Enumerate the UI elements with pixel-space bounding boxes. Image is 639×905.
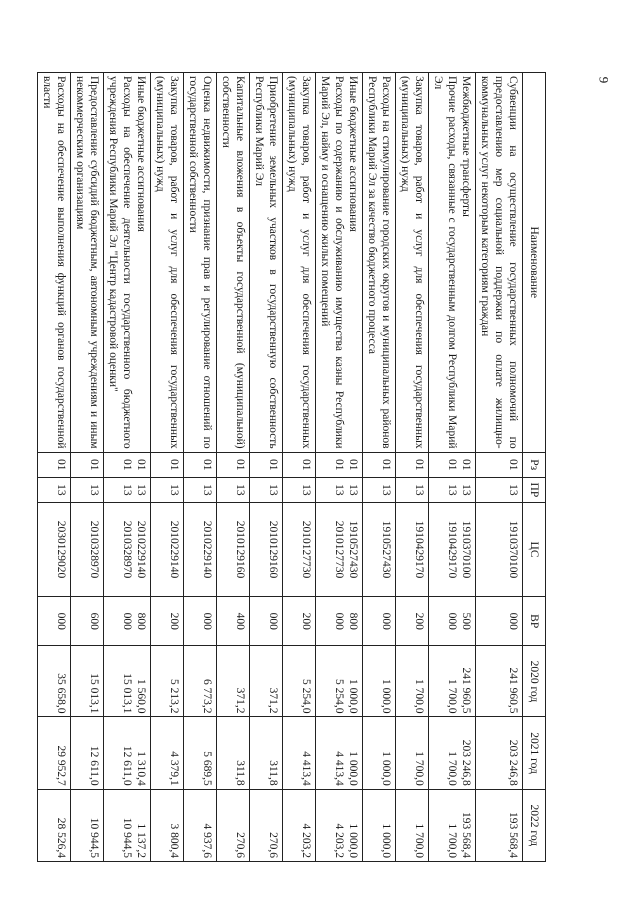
cell-2020: [476, 646, 523, 717]
header-2021: 2021 год: [523, 717, 546, 789]
cell-rz-text: 01: [446, 458, 458, 471]
cell-2022-text: 193 568,4: [507, 812, 519, 858]
cell-2022: [429, 789, 476, 861]
rotated-page-content: [41, 72, 546, 862]
table-row: [476, 73, 523, 862]
cell-2021-text: 4 379,1: [168, 751, 180, 786]
cell-2020-text: 1 000,0: [380, 678, 392, 714]
cell-name: [38, 73, 71, 453]
cell-pr-text: 13: [267, 484, 279, 496]
cell-2021-text: 5 689,5: [201, 751, 213, 786]
header-rz: Рз: [523, 452, 546, 477]
cell-vr-text: 800: [135, 612, 147, 630]
header-pr: ПР: [523, 477, 546, 502]
cell-2021-text: 4 413,4: [300, 751, 312, 786]
cell-cs-text: 2010328970: [121, 520, 133, 579]
cell-vr: [71, 597, 104, 646]
cell-2022-text: 4 203,2: [333, 823, 345, 858]
cell-2022-text: 28 526,4: [55, 817, 67, 858]
cell-cs-text: 1910527430: [347, 520, 359, 579]
cell-2022: [217, 789, 250, 861]
cell-name-text: Приобретение земельных участков в государственную собственность Республики Марий Эл: [253, 76, 279, 449]
cell-rz-text: 01: [135, 458, 147, 471]
cell-vr-text: 200: [300, 612, 312, 630]
cell-pr: [250, 477, 283, 502]
cell-2021: [316, 717, 363, 789]
cell-2022-text: 10 944,5: [88, 817, 100, 858]
cell-pr-text: 13: [300, 484, 312, 496]
cell-2021: [476, 717, 523, 789]
cell-name-text: Расходы на обеспечение выполнения функций органов государственной власти: [41, 76, 67, 449]
cell-2021-text: 29 952,7: [55, 745, 67, 786]
cell-cs-text: 2010328970: [88, 520, 100, 579]
cell-pr: [71, 477, 104, 502]
header-2022: 2022 год: [523, 789, 546, 861]
cell-vr-text: 000: [380, 612, 392, 630]
cell-2021: [363, 717, 396, 789]
cell-name-text: Предоставление субсидий бюджетным, автономным учреждениям и иным некоммерческим организациям: [74, 76, 100, 449]
cell-2022: [283, 789, 316, 861]
cell-vr: [217, 597, 250, 646]
cell-2020: [151, 646, 184, 717]
cell-pr-text: 13: [333, 484, 345, 496]
cell-pr-text: 13: [135, 484, 147, 496]
cell-rz-text: 01: [121, 458, 133, 471]
cell-2022: [316, 789, 363, 861]
cell-cs-text: 2010127730: [300, 520, 312, 579]
cell-pr: [363, 477, 396, 502]
cell-rz-text: 01: [413, 458, 425, 471]
cell-2020-text: 5 254,0: [333, 678, 345, 714]
cell-name: [476, 73, 523, 453]
cell-2022-text: 193 568,4: [460, 812, 472, 858]
cell-2020-text: 15 013,1: [121, 673, 133, 714]
cell-vr-text: 200: [168, 612, 180, 630]
cell-2020-text: 1 700,0: [446, 678, 458, 714]
cell-2022: [71, 789, 104, 861]
cell-name: [151, 73, 184, 453]
cell-name-text: Закупка товаров, работ и услуг для обеспечения государственных (муниципальных) нужд: [399, 76, 425, 449]
header-2020: 2020 год: [523, 646, 546, 717]
cell-2020-text: 1 000,0: [347, 678, 359, 714]
cell-2020-text: 1 560,0: [135, 678, 147, 714]
cell-2021-text: 1 700,0: [446, 751, 458, 786]
cell-name-text: Закупка товаров, работ и услуг для обеспечения государственных (муниципальных) нужд: [154, 76, 180, 449]
cell-2020-text: 5 254,0: [300, 678, 312, 714]
cell-2021: [217, 717, 250, 789]
cell-pr: [151, 477, 184, 502]
cell-2022: [396, 789, 429, 861]
cell-2022-text: 3 800,4: [168, 823, 180, 858]
cell-2022: [38, 789, 71, 861]
cell-2021: [250, 717, 283, 789]
cell-2020: [104, 646, 151, 717]
cell-2021: [104, 717, 151, 789]
cell-cs: [429, 503, 476, 597]
cell-cs-text: 2010229140: [201, 520, 213, 579]
cell-2021-text: 1 000,0: [347, 751, 359, 786]
cell-rz: [71, 452, 104, 477]
cell-2022-text: 1 700,0: [413, 823, 425, 858]
cell-2021: [38, 717, 71, 789]
cell-2020: [38, 646, 71, 717]
cell-2022: [476, 789, 523, 861]
table-row: [363, 73, 396, 862]
cell-rz: [396, 452, 429, 477]
cell-pr-text: 13: [347, 484, 359, 496]
cell-rz: [476, 452, 523, 477]
table-row: [71, 73, 104, 862]
cell-vr-text: 500: [460, 612, 472, 630]
cell-pr: [283, 477, 316, 502]
cell-pr-text: 13: [234, 484, 246, 496]
cell-2020-text: 5 213,2: [168, 678, 180, 714]
header-vr: ВР: [523, 597, 546, 646]
cell-cs-text: 2010127730: [333, 520, 345, 579]
cell-2020-text: 6 773,2: [201, 678, 213, 714]
cell-2020: [429, 646, 476, 717]
cell-rz: [184, 452, 217, 477]
cell-rz-text: 01: [267, 458, 279, 471]
table-row: [316, 73, 363, 862]
cell-pr-text: 13: [168, 484, 180, 496]
cell-2021-text: 4 413,4: [333, 751, 345, 786]
cell-name: [316, 73, 363, 453]
cell-2022: [104, 789, 151, 861]
cell-name: [104, 73, 151, 453]
cell-pr-text: 13: [121, 484, 133, 496]
cell-2022-text: 1 000,0: [380, 823, 392, 858]
cell-rz-text: 01: [88, 458, 100, 471]
cell-cs: [71, 503, 104, 597]
cell-vr: [38, 597, 71, 646]
cell-cs: [363, 503, 396, 597]
cell-name: [184, 73, 217, 453]
cell-name-text: Оценка недвижимости, признание прав и регулирование отношений по государственной собственности: [187, 76, 213, 449]
table-row: [104, 73, 151, 862]
cell-cs: [217, 503, 250, 597]
cell-2022-text: 10 944,5: [121, 817, 133, 858]
cell-2020: [71, 646, 104, 717]
table-row: [217, 73, 250, 862]
cell-rz: [283, 452, 316, 477]
cell-cs-text: 2030129020: [55, 520, 67, 579]
cell-2020-text: 1 700,0: [413, 678, 425, 714]
cell-rz-text: 01: [347, 458, 359, 471]
cell-rz-text: 01: [380, 458, 392, 471]
cell-2022-text: 1 000,0: [347, 823, 359, 858]
cell-2022-text: 4 203,2: [300, 823, 312, 858]
cell-name: [363, 73, 396, 453]
cell-name-text: Прочие расходы, связанные с государственным долгом Республики Марий Эл: [432, 76, 458, 449]
cell-2020-text: 15 013,1: [88, 673, 100, 714]
cell-pr: [429, 477, 476, 502]
cell-name: [71, 73, 104, 453]
cell-pr-text: 13: [460, 484, 472, 496]
cell-2022-text: 270,6: [234, 832, 246, 858]
cell-name-text: Расходы на обеспечение деятельности государственного бюджетного учреждения Республики Марий Эл "Центр кадастровой оценки": [107, 76, 133, 449]
cell-2021-text: 12 611,0: [88, 745, 100, 786]
cell-cs-text: 1910370100: [460, 520, 472, 579]
cell-pr: [217, 477, 250, 502]
cell-name-text: Субвенции на осуществление государственных полномочий по предоставлению мер социальной поддержки по оплате жилищно-коммунальных услуг некоторым категориям граждан: [479, 76, 519, 449]
cell-cs: [283, 503, 316, 597]
cell-name: [429, 73, 476, 453]
cell-vr: [250, 597, 283, 646]
budget-table: [37, 72, 546, 862]
cell-vr: [396, 597, 429, 646]
cell-vr: [151, 597, 184, 646]
cell-vr: [104, 597, 151, 646]
cell-name-text: Межбюджетные трансферты: [460, 76, 472, 217]
cell-rz-text: 01: [460, 458, 472, 471]
cell-pr: [396, 477, 429, 502]
cell-cs: [184, 503, 217, 597]
cell-2021-text: 12 611,0: [121, 745, 133, 786]
cell-2022: [363, 789, 396, 861]
cell-vr-text: 000: [121, 612, 133, 630]
cell-2020: [250, 646, 283, 717]
table-row: [250, 73, 283, 862]
cell-rz: [316, 452, 363, 477]
cell-name-text: Капитальные вложения в объекты государственной (муниципальной) собственности: [220, 76, 246, 449]
cell-2020-text: 241 960,5: [507, 667, 519, 714]
cell-rz-text: 01: [333, 458, 345, 471]
cell-2022: [151, 789, 184, 861]
cell-2020: [396, 646, 429, 717]
cell-name-text: Иные бюджетные ассигнования: [135, 76, 147, 232]
cell-pr-text: 13: [201, 484, 213, 496]
cell-2020: [217, 646, 250, 717]
cell-2021-text: 311,8: [234, 760, 246, 786]
cell-pr: [316, 477, 363, 502]
cell-cs: [104, 503, 151, 597]
header-cs: ЦС: [523, 503, 546, 597]
cell-2022: [250, 789, 283, 861]
cell-2022: [184, 789, 217, 861]
cell-2020-text: 371,2: [234, 687, 246, 714]
cell-vr: [363, 597, 396, 646]
cell-cs: [250, 503, 283, 597]
cell-name-text: Расходы по содержанию и обслуживанию имущества казны Республики Марий Эл, найму и оснащению жилых помещений: [319, 76, 345, 449]
cell-name-text: Закупка товаров, работ и услуг для обеспечения государственных (муниципальных) нужд: [286, 76, 312, 449]
cell-cs: [396, 503, 429, 597]
cell-vr-text: 200: [413, 612, 425, 630]
cell-2020: [316, 646, 363, 717]
cell-cs-text: 1910429170: [446, 520, 458, 579]
cell-pr-text: 13: [55, 484, 67, 496]
cell-cs-text: 2010229140: [135, 520, 147, 579]
cell-rz: [38, 452, 71, 477]
cell-rz-text: 01: [300, 458, 312, 471]
cell-rz: [363, 452, 396, 477]
table-body: [38, 73, 523, 862]
cell-cs: [151, 503, 184, 597]
cell-cs-text: 1910527430: [380, 520, 392, 579]
cell-vr-text: 000: [55, 612, 67, 630]
cell-2021: [184, 717, 217, 789]
page-number: 9: [596, 76, 612, 84]
cell-2022-text: 270,6: [267, 832, 279, 858]
cell-name-text: Расходы на стимулирование городских округов и муниципальных районов Республики Марий Эл за качество бюджетного процесса: [366, 76, 392, 449]
cell-cs: [476, 503, 523, 597]
cell-rz: [217, 452, 250, 477]
cell-cs-text: 1910370100: [507, 520, 519, 579]
cell-2021-text: 1 310,4: [135, 751, 147, 786]
cell-rz-text: 01: [234, 458, 246, 471]
cell-vr-text: 600: [88, 612, 100, 630]
cell-2020: [283, 646, 316, 717]
cell-vr: [476, 597, 523, 646]
cell-cs: [38, 503, 71, 597]
table-row: [283, 73, 316, 862]
cell-pr-text: 13: [413, 484, 425, 496]
cell-cs-text: 2010129160: [234, 520, 246, 579]
cell-rz-text: 01: [201, 458, 213, 471]
cell-pr: [104, 477, 151, 502]
cell-2021-text: 311,8: [267, 760, 279, 786]
cell-rz: [104, 452, 151, 477]
table-row: [151, 73, 184, 862]
cell-vr: [316, 597, 363, 646]
cell-vr: [184, 597, 217, 646]
cell-rz-text: 01: [168, 458, 180, 471]
cell-pr: [476, 477, 523, 502]
cell-vr-text: 400: [234, 612, 246, 630]
cell-2022-text: 4 937,6: [201, 823, 213, 858]
cell-2022-text: 1 700,0: [446, 823, 458, 858]
cell-pr: [38, 477, 71, 502]
cell-pr: [184, 477, 217, 502]
cell-2020-text: 241 960,5: [460, 667, 472, 714]
cell-vr-text: 000: [507, 612, 519, 630]
cell-2021-text: 203 246,8: [460, 739, 472, 786]
cell-2020: [363, 646, 396, 717]
cell-vr: [283, 597, 316, 646]
cell-cs-text: 2010229140: [168, 520, 180, 579]
cell-name: [250, 73, 283, 453]
table-row: [38, 73, 71, 862]
cell-rz: [429, 452, 476, 477]
cell-vr-text: 000: [333, 612, 345, 630]
cell-pr-text: 13: [446, 484, 458, 496]
header-name: Наименование: [523, 73, 546, 453]
cell-name: [217, 73, 250, 453]
cell-name: [396, 73, 429, 453]
cell-2021: [71, 717, 104, 789]
cell-2020: [184, 646, 217, 717]
cell-vr: [429, 597, 476, 646]
table-row: [184, 73, 217, 862]
cell-vr-text: 000: [201, 612, 213, 630]
cell-2021: [283, 717, 316, 789]
cell-rz: [250, 452, 283, 477]
cell-2021-text: 203 246,8: [507, 739, 519, 786]
cell-2021-text: 1 000,0: [380, 751, 392, 786]
table-row: [396, 73, 429, 862]
cell-pr-text: 13: [507, 484, 519, 496]
cell-rz-text: 01: [55, 458, 67, 471]
cell-2021-text: 1 700,0: [413, 751, 425, 786]
cell-rz: [151, 452, 184, 477]
cell-cs-text: 1910429170: [413, 520, 425, 579]
cell-2021: [429, 717, 476, 789]
cell-2021: [396, 717, 429, 789]
cell-pr-text: 13: [88, 484, 100, 496]
cell-2021: [151, 717, 184, 789]
cell-cs-text: 2010129160: [267, 520, 279, 579]
cell-name: [283, 73, 316, 453]
cell-2020-text: 35 658,0: [55, 673, 67, 714]
cell-rz-text: 01: [507, 458, 519, 471]
cell-pr-text: 13: [380, 484, 392, 496]
cell-cs: [316, 503, 363, 597]
table-row: [429, 73, 476, 862]
cell-name-text: Иные бюджетные ассигнования: [347, 76, 359, 232]
cell-vr-text: 000: [446, 612, 458, 630]
cell-vr-text: 800: [347, 612, 359, 630]
cell-2022-text: 1 137,2: [135, 823, 147, 858]
cell-vr-text: 000: [267, 612, 279, 630]
cell-2020-text: 371,2: [267, 687, 279, 714]
table-header-row: [523, 73, 546, 862]
